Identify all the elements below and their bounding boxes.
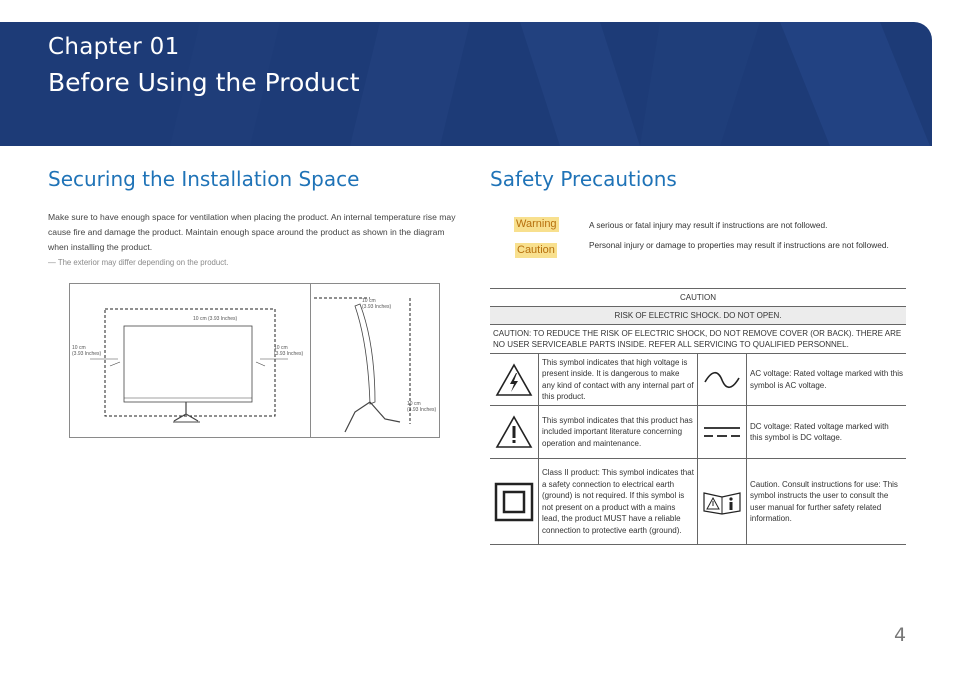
exclamation-warning-icon: [495, 415, 533, 449]
ac-voltage-description: AC voltage: Rated voltage marked with this symbol is AC voltage.: [747, 354, 907, 406]
warning-text: A serious or fatal injury may result if instructions are not followed.: [589, 220, 828, 230]
high-voltage-symbol-cell: [490, 354, 539, 406]
chapter-number: Chapter 01: [48, 34, 180, 60]
top-clearance-label: 10 cm (3.93 Inches): [193, 316, 238, 322]
table-caution-statement: CAUTION: TO REDUCE THE RISK OF ELECTRIC SHOCK, DO NOT REMOVE COVER (OR BACK). THERE ARE NO USER SERVICEABLE PARTS INSIDE. REFER ALL SERVICING TO QUALIFIED PERSONNEL.: [490, 325, 906, 354]
high-voltage-description: This symbol indicates that high voltage is present inside. It is dangerous to make any kind of contact with any internal part of this product.: [539, 354, 698, 406]
consult-manual-symbol-cell: [698, 459, 747, 545]
safety-symbols-table: [490, 288, 906, 545]
side-top-label: 10 cm: [362, 298, 376, 304]
dc-voltage-description: DC voltage: Rated voltage marked with this symbol is DC voltage.: [747, 406, 907, 459]
table-caution-header: CAUTION: [490, 289, 906, 307]
left-clearance-label: 10 cm: [72, 345, 86, 351]
left-clearance-inches: (3.93 Inches): [72, 351, 102, 357]
ac-voltage-symbol-cell: [698, 354, 747, 406]
class-ii-symbol-cell: [490, 459, 539, 545]
dc-voltage-icon: [702, 422, 742, 442]
side-top-inches: (3.93 Inches): [362, 304, 392, 310]
literature-symbol-cell: [490, 406, 539, 459]
install-heading: Securing the Installation Space: [48, 167, 360, 191]
side-back-inches: (3.93 Inches): [407, 407, 437, 413]
installation-diagram: [69, 283, 440, 438]
consult-manual-icon: [702, 489, 742, 515]
safety-heading: Safety Precautions: [490, 167, 677, 191]
page-number: 4: [894, 624, 907, 646]
class-ii-description: Class II product: This symbol indicates that a safety connection to electrical earth (ground) is not required. If this symbol is not present on a product with a mains lead, the product MUST have a reliable connection to protective earth (ground).: [539, 459, 698, 545]
side-back-label: 10 cm: [407, 401, 421, 407]
high-voltage-icon: [495, 363, 533, 397]
caution-text: Personal injury or damage to properties may result if instructions are not followed.: [589, 240, 889, 250]
consult-manual-description: Caution. Consult instructions for use: This symbol instructs the user to consult the user manual for further safety related information.: [747, 459, 907, 545]
class-ii-icon: [494, 482, 534, 522]
table-risk-row: RISK OF ELECTRIC SHOCK. DO NOT OPEN.: [490, 307, 906, 325]
literature-description: This symbol indicates that this product has included important literature concerning operation and maintenance.: [539, 406, 698, 459]
right-clearance-label: 10 cm: [274, 345, 288, 351]
install-body: Make sure to have enough space for ventilation when placing the product. An internal temperature rise may cause fire and damage the product. Maintain enough space around the product as shown in the diagram when installing the product.: [48, 212, 456, 252]
caution-badge: Caution: [517, 244, 555, 256]
warning-badge: Warning: [516, 218, 557, 230]
install-note: — The exterior may differ depending on the product.: [48, 258, 229, 267]
right-clearance-inches: (3.93 Inches): [274, 351, 304, 357]
ac-voltage-icon: [702, 370, 742, 390]
chapter-title: Before Using the Product: [48, 68, 360, 97]
dc-voltage-symbol-cell: [698, 406, 747, 459]
